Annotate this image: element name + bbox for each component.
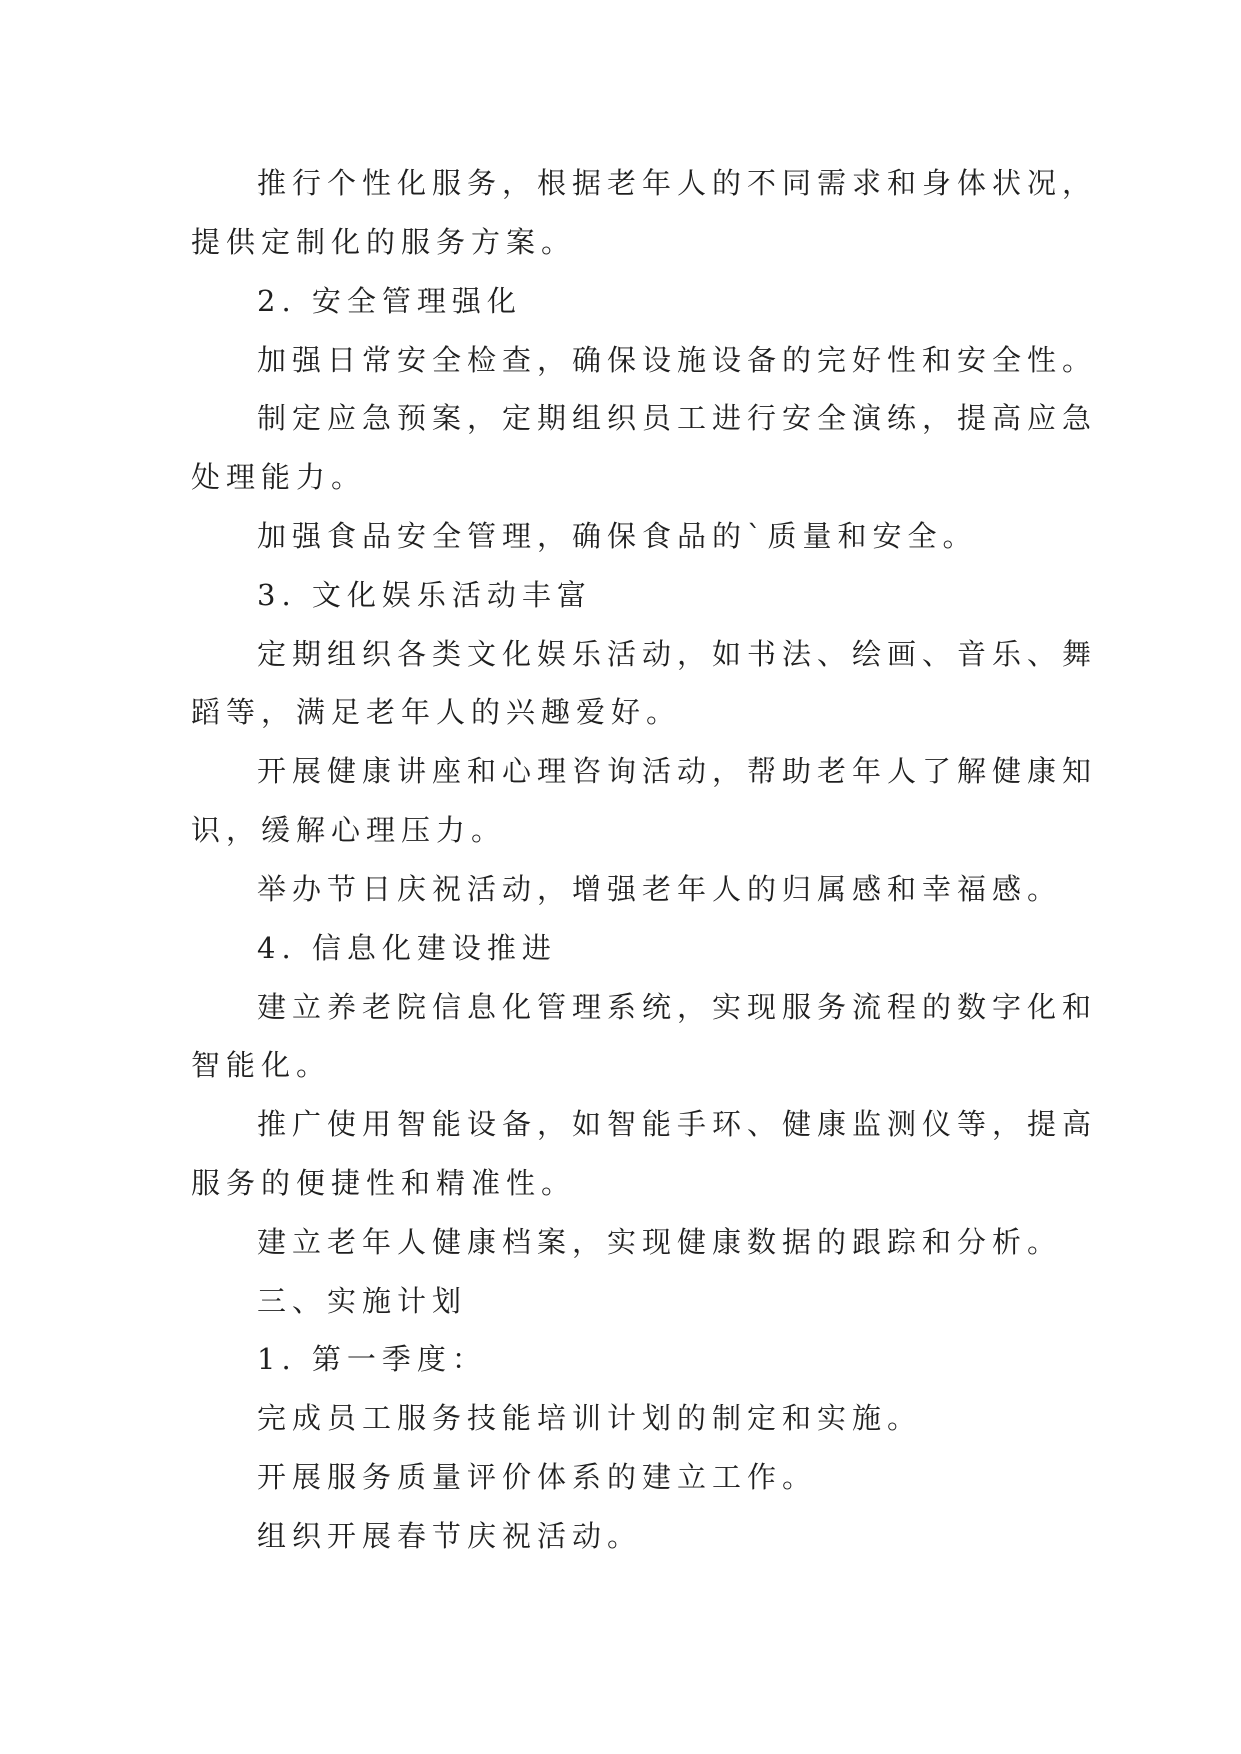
section-heading: 4. 信息化建设推进 xyxy=(257,931,557,965)
paragraph-line: 加强食品安全管理，确保食品的`质量和安全。 xyxy=(257,519,978,553)
paragraph-line: 处理能力。 xyxy=(191,460,367,494)
subsection-heading: 1. 第一季度： xyxy=(257,1342,487,1376)
paragraph-line: 识，缓解心理压力。 xyxy=(191,813,507,847)
paragraph-line: 蹈等，满足老年人的兴趣爱好。 xyxy=(191,695,682,729)
paragraph-line: 完成员工服务技能培训计划的制定和实施。 xyxy=(257,1401,923,1435)
section-heading: 三、实施计划 xyxy=(257,1284,468,1318)
paragraph-line: 服务的便捷性和精准性。 xyxy=(191,1166,577,1200)
paragraph-line: 智能化。 xyxy=(191,1048,332,1082)
paragraph-line: 组织开展春节庆祝活动。 xyxy=(257,1519,643,1553)
paragraph-line: 制定应急预案，定期组织员工进行安全演练，提高应急 xyxy=(257,401,1098,435)
section-heading: 2. 安全管理强化 xyxy=(257,284,522,318)
paragraph-line: 建立老年人健康档案，实现健康数据的跟踪和分析。 xyxy=(257,1225,1063,1259)
paragraph-line: 开展健康讲座和心理咨询活动，帮助老年人了解健康知 xyxy=(257,754,1098,788)
paragraph-line: 提供定制化的服务方案。 xyxy=(191,225,577,259)
paragraph-line: 加强日常安全检查，确保设施设备的完好性和安全性。 xyxy=(257,343,1098,377)
paragraph-line: 推广使用智能设备，如智能手环、健康监测仪等，提高 xyxy=(257,1107,1098,1141)
paragraph-line: 开展服务质量评价体系的建立工作。 xyxy=(257,1460,818,1494)
paragraph-line: 建立养老院信息化管理系统，实现服务流程的数字化和 xyxy=(257,990,1098,1024)
paragraph-line: 定期组织各类文化娱乐活动，如书法、绘画、音乐、舞 xyxy=(257,637,1098,671)
section-heading: 3. 文化娱乐活动丰富 xyxy=(257,578,592,612)
paragraph-line: 推行个性化服务，根据老年人的不同需求和身体状况， xyxy=(257,166,1098,200)
paragraph-line: 举办节日庆祝活动，增强老年人的归属感和幸福感。 xyxy=(257,872,1063,906)
